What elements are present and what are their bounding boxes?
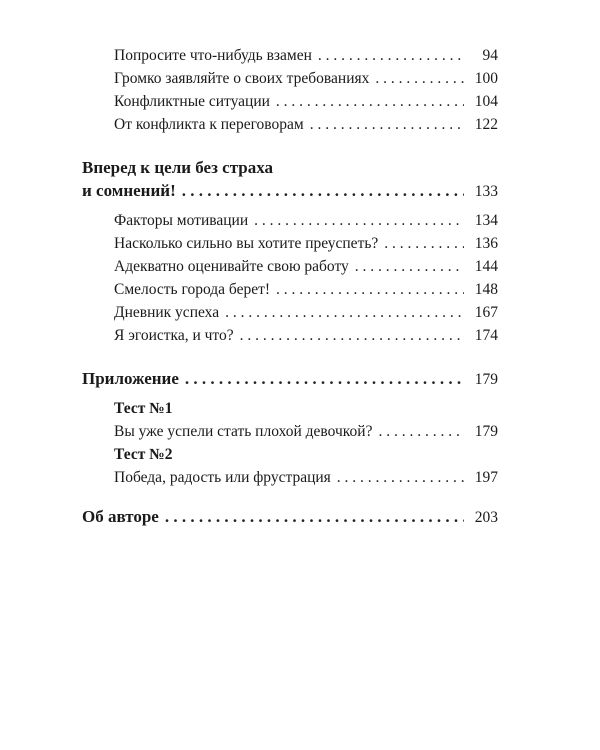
spacer <box>82 489 498 505</box>
toc-entry-page: 122 <box>474 116 498 133</box>
spacer <box>82 347 498 367</box>
toc-chapter-title: и сомнений! <box>82 181 176 200</box>
toc-entry-title: Смелость города берет! <box>114 281 271 298</box>
leader-dots <box>254 209 464 232</box>
leader-dots <box>378 420 464 443</box>
toc-entry-title: Дневник успеха <box>114 304 220 321</box>
toc-entry[interactable] <box>82 466 498 489</box>
toc-entry-page: 179 <box>474 423 498 440</box>
toc-chapter-title: Об авторе <box>82 507 159 526</box>
toc-entry-page: 104 <box>474 93 498 110</box>
leader-dots <box>240 324 464 347</box>
toc-entry-title: Адекватно оценивайте свою работу <box>114 258 349 275</box>
leader-dots <box>318 44 464 67</box>
toc-entry-page: 197 <box>474 469 498 486</box>
leader-dots <box>225 301 464 324</box>
leader-dots <box>276 278 464 301</box>
toc-entry-page: 136 <box>474 235 498 252</box>
toc-entry-page: 144 <box>474 258 498 275</box>
toc-chapter-page: 133 <box>474 183 498 200</box>
toc-entry-page: 134 <box>474 212 498 229</box>
toc-entry[interactable] <box>82 67 498 90</box>
toc-entry-title: Громко заявляйте о своих требованиях <box>114 70 370 87</box>
toc-entry-page: 100 <box>474 70 498 87</box>
toc-entry-page: 167 <box>474 304 498 321</box>
toc-chapter-title: Приложение <box>82 369 179 388</box>
toc-entry[interactable] <box>82 209 498 232</box>
leader-dots <box>375 67 464 90</box>
toc-entry[interactable] <box>82 232 498 255</box>
chapter-title-line[interactable]: Вперед к цели без страха <box>82 158 274 177</box>
toc-entry-title: Победа, радость или фрустрация <box>114 469 331 486</box>
toc-entry[interactable] <box>82 420 498 443</box>
toc-entry[interactable] <box>82 255 498 278</box>
table-of-contents <box>82 44 498 529</box>
leader-dots <box>165 505 464 528</box>
toc-entry-title: Факторы мотивации <box>114 212 249 229</box>
toc-chapter-about[interactable] <box>82 505 498 529</box>
spacer <box>82 136 498 156</box>
leader-dots <box>182 179 464 202</box>
toc-entry-title: Вы уже успели стать плохой девочкой? <box>114 423 373 440</box>
toc-entry-title: Попросите что-нибудь взамен <box>114 47 312 64</box>
toc-entry-title: Конфликтные ситуации <box>114 93 270 110</box>
toc-entry-page: 94 <box>482 47 498 64</box>
leader-dots <box>310 113 464 136</box>
toc-chapter-page: 179 <box>474 371 498 388</box>
toc-chapter-page: 203 <box>474 509 498 526</box>
leader-dots <box>185 367 464 390</box>
test2-heading: Тест №2 <box>114 446 173 463</box>
toc-entry-page: 148 <box>474 281 498 298</box>
toc-entry[interactable] <box>82 113 498 136</box>
toc-entry-title: Насколько сильно вы хотите преуспеть? <box>114 235 379 252</box>
toc-entry[interactable] <box>82 44 498 67</box>
toc-chapter[interactable] <box>82 179 498 203</box>
leader-dots <box>337 466 464 489</box>
leader-dots <box>276 90 464 113</box>
toc-entry-page: 174 <box>474 327 498 344</box>
toc-entry[interactable] <box>82 278 498 301</box>
toc-entry[interactable] <box>82 301 498 324</box>
toc-entry-title: Я эгоистка, и что? <box>114 327 234 344</box>
toc-entry-title: От конфликта к переговорам <box>114 116 304 133</box>
toc-entry[interactable] <box>82 324 498 347</box>
leader-dots <box>384 232 464 255</box>
toc-entry[interactable] <box>82 90 498 113</box>
test1-heading: Тест №1 <box>114 400 173 417</box>
toc-chapter-appendix[interactable] <box>82 367 498 391</box>
leader-dots <box>355 255 464 278</box>
